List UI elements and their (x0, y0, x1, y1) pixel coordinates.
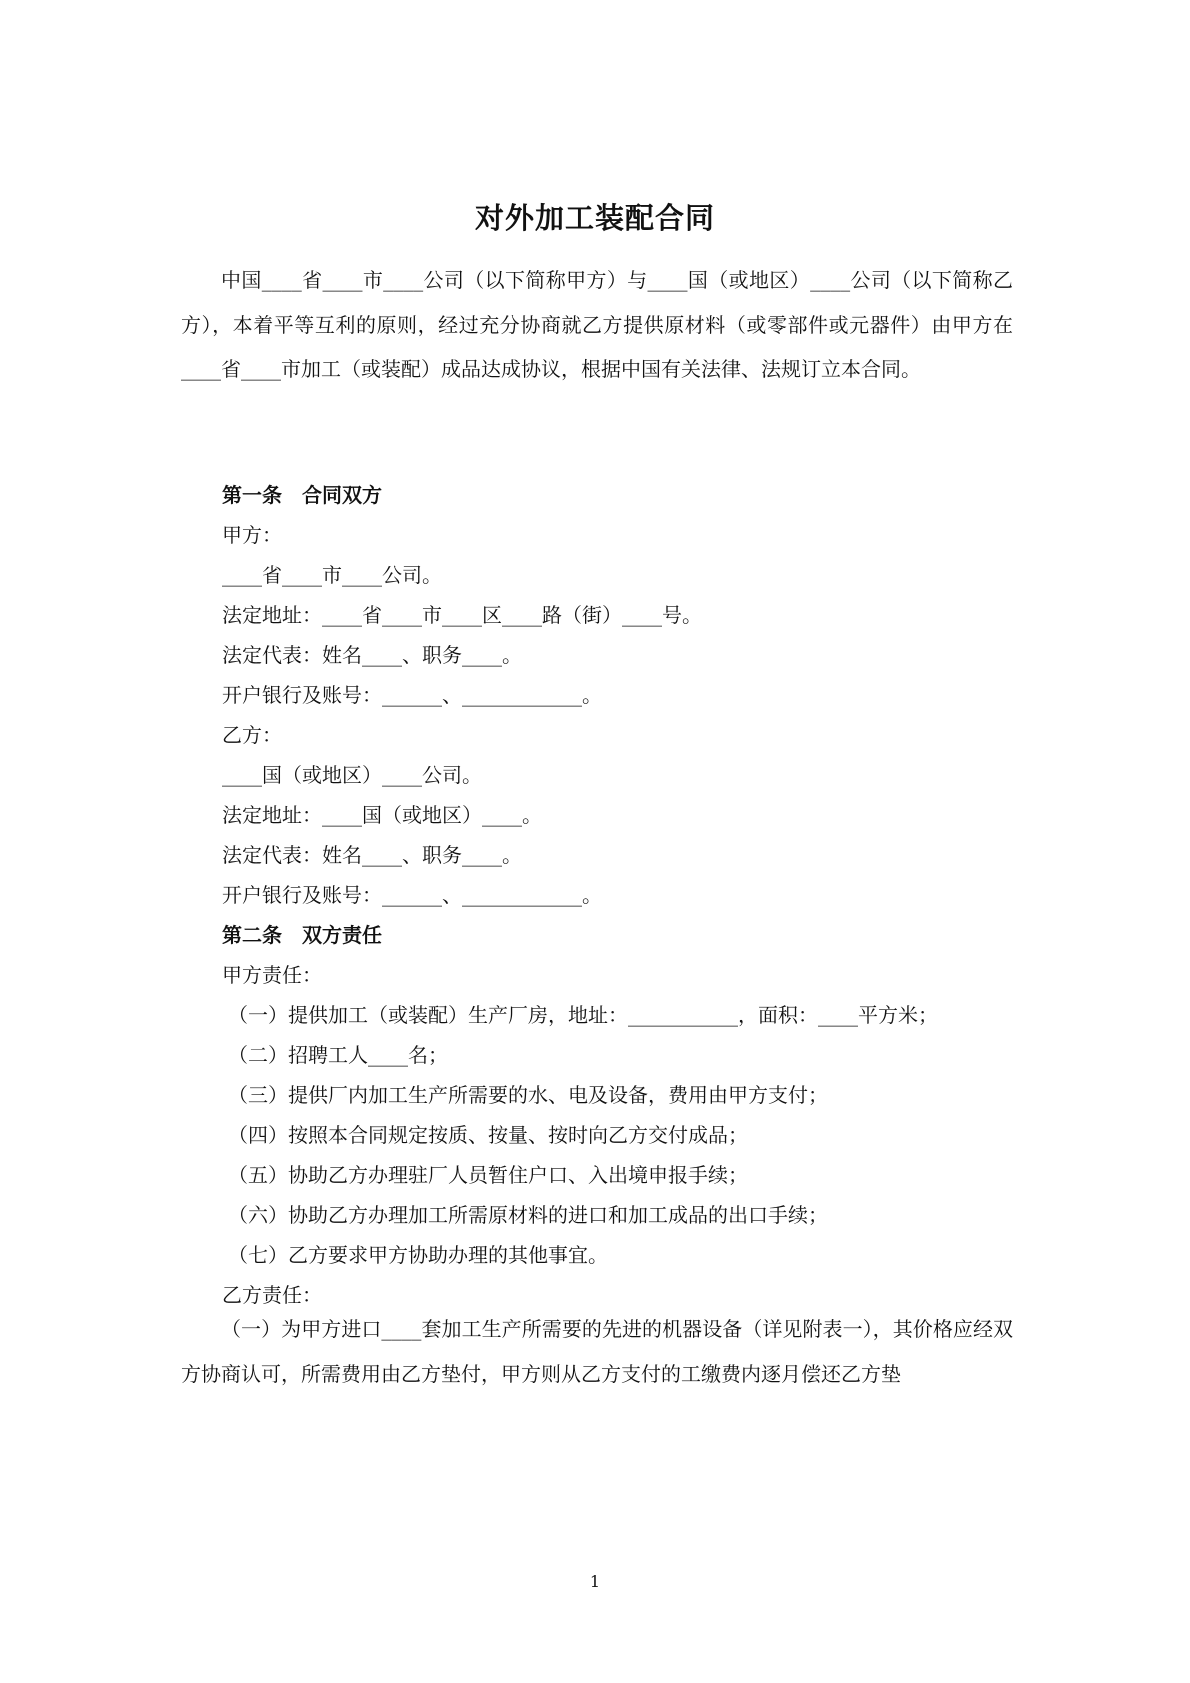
party-b-duty-1: （一）为甲方进口____套加工生产所需要的先进的机器设备（详见附表一），其价格应经双方协商认可，所需费用由乙方垫付，甲方则从乙方支付的工缴费内逐月偿还乙方垫 (181, 1317, 1013, 1386)
party-a-duties-label: 甲方责任： (222, 963, 322, 987)
party-a-label: 甲方： (222, 523, 282, 547)
party-a-duty-item: （三）提供厂内加工生产所需要的水、电及设备，费用由甲方支付； (228, 1083, 828, 1107)
party-a-duty-item: （四）按照本合同规定按质、按量、按时向乙方交付成品； (228, 1123, 748, 1147)
party-b-duties-label: 乙方责任： (222, 1283, 322, 1307)
party-a-address: 法定地址：____省____市____区____路（街）____号。 (222, 603, 702, 627)
party-a-duty-item: （七）乙方要求甲方协助办理的其他事宜。 (228, 1243, 608, 1267)
page-number: 1 (589, 1572, 601, 1591)
party-b-address: 法定地址：____国（或地区）____。 (222, 803, 542, 827)
party-a-duty-item: （六）协助乙方办理加工所需原材料的进口和加工成品的出口手续； (228, 1203, 828, 1227)
party-a-duty-item: （二）招聘工人____名； (228, 1043, 448, 1067)
party-b-representative: 法定代表：姓名____、职务____。 (222, 843, 522, 867)
intro-paragraph: 中国____省____市____公司（以下简称甲方）与____国（或地区）____公司（以下简称乙方），本着平等互利的原则，经过充分协商就乙方提供原材料（或零部件或元器件）由甲方在____省____市加工（或装配）成品达成协议，根据中国有关法律、法规订立本合同。 (181, 268, 1013, 381)
party-a-representative: 法定代表：姓名____、职务____。 (222, 643, 522, 667)
article-1-heading: 第一条 合同双方 (222, 483, 382, 507)
party-a-duty-item: （五）协助乙方办理驻厂人员暂住户口、入出境申报手续； (228, 1163, 748, 1187)
party-b-label: 乙方： (222, 723, 282, 747)
party-a-duty-item: （一）提供加工（或装配）生产厂房，地址：___________，面积：____平方米； (228, 1003, 938, 1027)
party-b-bank-account: 开户银行及账号：______、____________。 (222, 883, 602, 907)
party-b-company: ____国（或地区）____公司。 (222, 763, 482, 787)
party-a-bank-account: 开户银行及账号：______、____________。 (222, 683, 602, 707)
article-2-heading: 第二条 双方责任 (222, 923, 382, 947)
document-title: 对外加工装配合同 (474, 201, 715, 235)
party-a-company: ____省____市____公司。 (222, 563, 442, 587)
